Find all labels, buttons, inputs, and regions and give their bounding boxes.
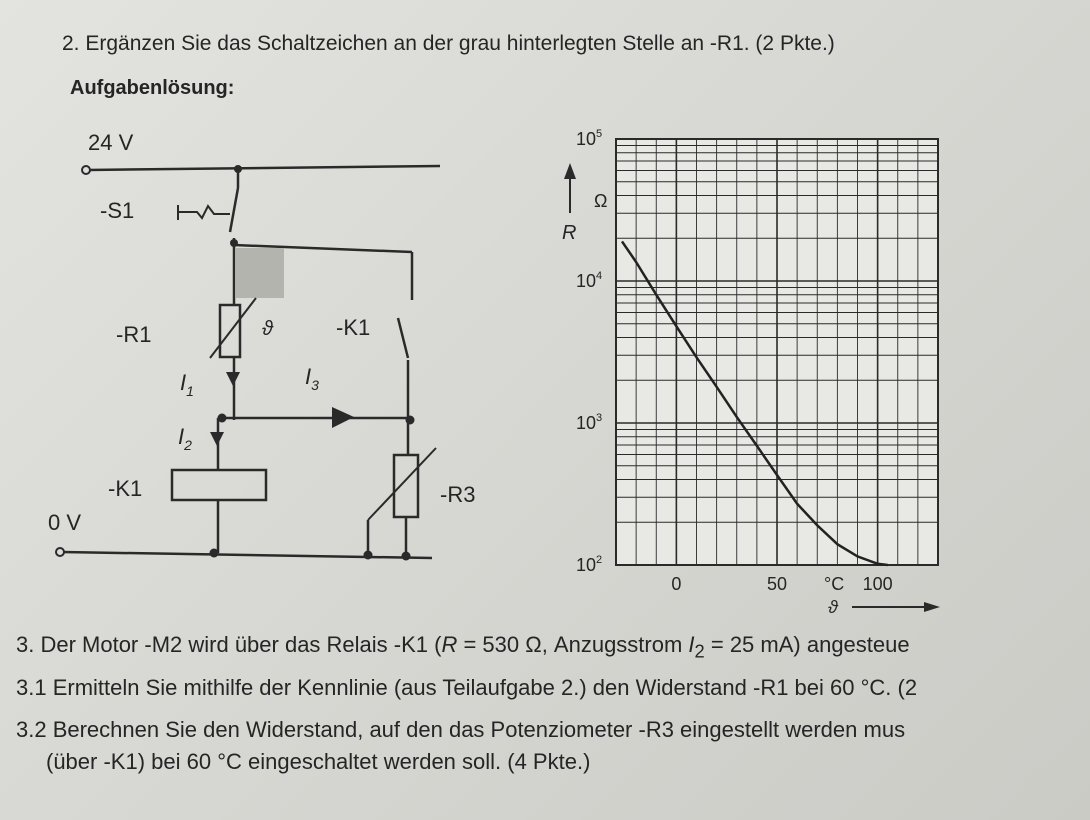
ground-rail <box>62 552 432 558</box>
i2-arrow <box>210 432 224 446</box>
supply-label: 24 V <box>88 130 134 155</box>
circuit-diagram <box>0 110 520 610</box>
task-3-2-text: 3.2 Berechnen Sie den Widerstand, auf den das Potenziometer -R3 eingestellt werden mus <box>16 717 906 742</box>
supply-rail <box>88 166 440 170</box>
supply-terminal <box>82 166 90 174</box>
task-3-2-text-continued: (über -K1) bei 60 °C eingeschaltet werden soll. (4 Pkte.) <box>46 749 591 774</box>
y-tick-label: $10^2$ <box>576 554 603 575</box>
i2-label: $I_2$ <box>178 424 192 453</box>
task-3-1-text: 3.1 Ermitteln Sie mithilfe der Kennlinie (aus Teilaufgabe 2.) den Widerstand -R1 bei 60 °C. (2 <box>16 675 918 700</box>
task-2-text: 2. Ergänzen Sie das Schaltzeichen an der grau hinterlegten Stelle an -R1. (2 Pkte.) <box>62 32 835 55</box>
y-tick-label: $10^5$ <box>576 128 603 149</box>
i1-label: $I_1$ <box>180 370 194 399</box>
grey-highlight-area <box>236 248 284 298</box>
solution-heading: Aufgabenlösung: <box>70 77 235 99</box>
x-unit-label: °C <box>824 574 845 594</box>
x-tick-labels <box>671 574 892 594</box>
y-unit-label: Ω <box>594 191 608 211</box>
switch-s1-label: -S1 <box>100 198 135 223</box>
r1-ntc-mark <box>210 298 256 358</box>
i3-label: $I_3$ <box>305 364 319 393</box>
ground-label: 0 V <box>48 510 82 535</box>
theta-label: ϑ <box>262 318 273 340</box>
y-tick-label: $10^4$ <box>576 270 603 291</box>
k1-contact-label: -K1 <box>336 315 371 340</box>
potentiometer-r3 <box>394 455 418 517</box>
x-tick-label: 100 <box>862 574 893 594</box>
k1-coil-label: -K1 <box>108 476 143 501</box>
k1-contact <box>398 318 408 358</box>
relay-k1-coil <box>172 470 266 500</box>
r3-label: -R3 <box>440 482 476 507</box>
r1-label: -R1 <box>116 322 152 347</box>
i1-arrow <box>226 372 240 386</box>
r3-adjust-mark <box>368 448 436 520</box>
x-tick-label: 0 <box>671 574 682 594</box>
y-tick-label: $10^3$ <box>576 412 603 433</box>
i3-arrow <box>332 407 354 428</box>
x-axis-symbol: ϑ <box>828 597 838 617</box>
ground-terminal <box>56 548 64 556</box>
switch-s1-contact <box>230 188 238 232</box>
task-3-text: 3. Der Motor -M2 wird über das Relais -K1 (R = 530 Ω, Anzugsstrom $I_2 = 25$ mA) angesteue <box>16 632 910 662</box>
y-axis-symbol: R <box>562 222 577 244</box>
ntc-characteristic-chart <box>540 125 1040 625</box>
switch-s1-actuator <box>178 205 230 220</box>
x-tick-label: 50 <box>766 574 788 594</box>
